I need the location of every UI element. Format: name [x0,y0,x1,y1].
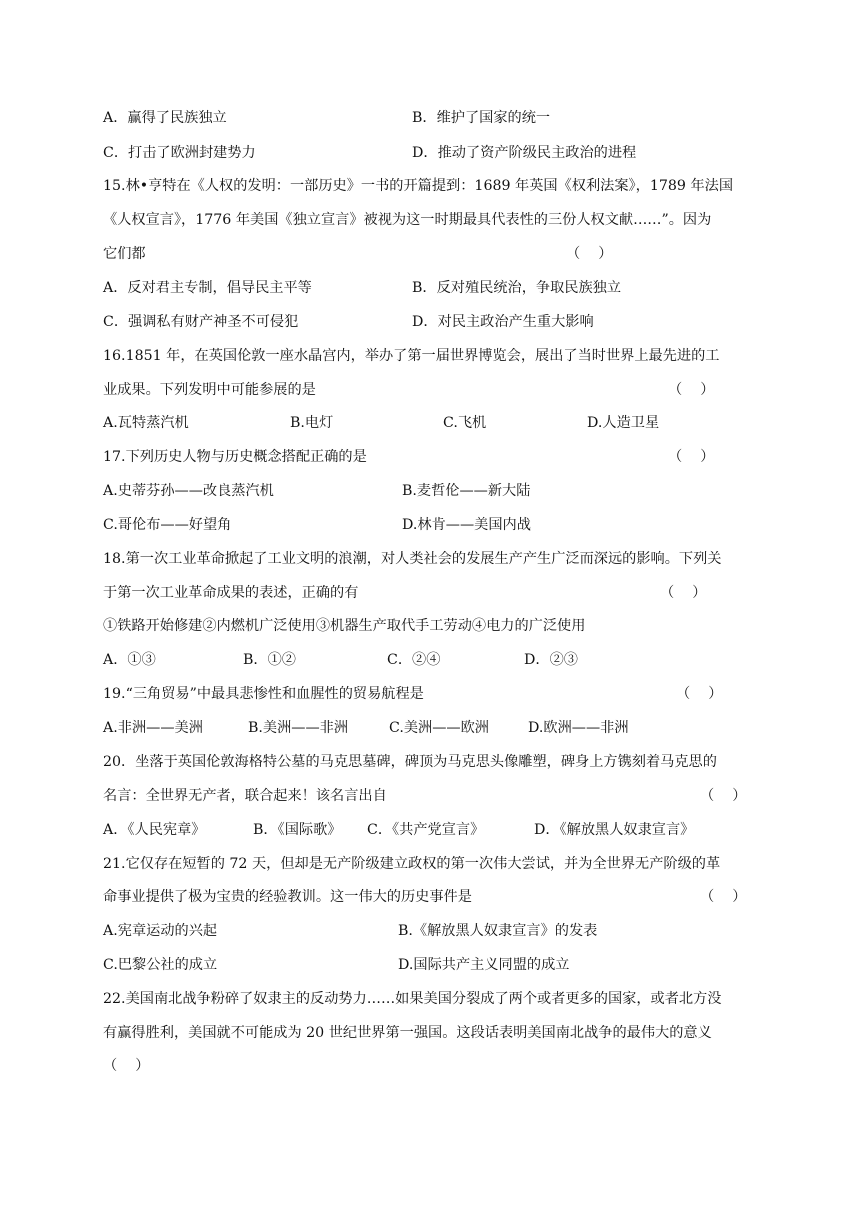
q16-answer-paren: （ ） [668,382,715,398]
q19-option-a: A.非洲——美洲 [103,720,203,736]
q16-option-c: C.飞机 [443,415,487,431]
q15-option-b: B．反对殖民统治，争取民族独立 [412,280,622,296]
q15-option-c: C．强调私有财产神圣不可侵犯 [103,314,299,330]
q18-stem-line1: 18.第一次工业革命掀起了工业文明的浪潮，对人类社会的发展生产产生广泛而深远的影响。下列关 [103,551,722,567]
q21-stem-line2: 命事业提供了极为宝贵的经验教训。这一伟大的历史事件是 [103,889,472,905]
q17-answer-paren: （ ） [668,449,715,465]
q21-option-a: A.宪章运动的兴起 [103,923,218,939]
q18-statements: ①铁路开始修建②内燃机广泛使用③机器生产取代手工劳动④电力的广泛使用 [103,618,586,634]
q18-stem-line2: 于第一次工业革命成果的表述，正确的有 [103,585,359,601]
q15-option-a: A．反对君主专制，倡导民主平等 [103,280,312,296]
q20-option-d: D．《解放黑人奴隶宣言》 [534,822,695,838]
q16-stem-line2: 业成果。下列发明中可能参展的是 [103,382,316,398]
q21-stem-line1: 21.它仅存在短暂的 72 天，但却是无产阶级建立政权的第一次伟大尝试，并为全世界无产阶级的革 [103,856,721,872]
q17-option-c: C.哥伦布——好望角 [103,517,232,533]
q20-answer-paren: （ ） [700,788,747,804]
q20-option-c: C．《共产党宣言》 [367,822,485,838]
q17-option-d: D.林肯——美国内战 [402,517,531,533]
q19-stem-line1: 19.“三角贸易”中最具悲惨性和血腥性的贸易航程是 [103,686,424,702]
q21-answer-paren: （ ） [700,889,747,905]
q14-option-b: B．维护了国家的统一 [412,110,551,126]
q15-stem-line1: 15.林•亨特在《人权的发明：一部历史》一书的开篇提到：1689 年英国《权利法案》，1789 年法国 [103,178,734,194]
q14-option-d: D．推动了资产阶级民主政治的进程 [412,145,637,161]
q19-option-d: D.欧洲——非洲 [528,720,629,736]
q20-option-a: A．《人民宪章》 [103,822,206,838]
q22-stem-line1: 22.美国南北战争粉碎了奴隶主的反动势力……如果美国分裂成了两个或者更多的国家，或者北方没 [103,991,722,1007]
q18-option-d: D．②③ [524,652,578,668]
q18-option-b: B．①② [243,652,296,668]
q17-stem-line1: 17.下列历史人物与历史概念搭配正确的是 [103,449,367,465]
q15-stem-line3: 它们都 [103,246,146,262]
q22-answer-paren: （ ） [103,1058,150,1074]
q20-stem-line1: 20．坐落于英国伦敦海格特公墓的马克思墓碑，碑顶为马克思头像雕塑，碑身上方镌刻着马克思的 [103,754,717,770]
q18-answer-paren: （ ） [660,585,707,601]
q21-option-b: B.《解放黑人奴隶宣言》的发表 [398,923,598,939]
q15-option-d: D．对民主政治产生重大影响 [412,314,594,330]
q19-option-c: C.美洲——欧洲 [389,720,489,736]
q14-option-a: A．赢得了民族独立 [103,110,227,126]
q14-option-c: C．打击了欧洲封建势力 [103,145,256,161]
q16-stem-line1: 16.1851 年，在英国伦敦一座水晶宫内，举办了第一届世界博览会，展出了当时世界上最先进的工 [103,348,720,364]
q19-option-b: B.美洲——非洲 [248,720,349,736]
q15-stem-line2: 《人权宣言》，1776 年美国《独立宣言》被视为这一时期最具代表性的三份人权文献……”。因为 [103,212,712,228]
q21-option-c: C.巴黎公社的成立 [103,957,218,973]
q20-stem-line2: 名言：全世界无产者，联合起来！该名言出自 [103,788,387,804]
q16-option-d: D.人造卫星 [587,415,660,431]
q19-answer-paren: （ ） [676,686,723,702]
q15-answer-paren: （ ） [566,246,613,262]
q18-option-a: A．①③ [103,652,156,668]
q16-option-b: B.电灯 [290,415,334,431]
q17-option-b: B.麦哲伦——新大陆 [402,483,531,499]
q16-option-a: A.瓦特蒸汽机 [103,415,189,431]
q22-stem-line2: 有赢得胜利，美国就不可能成为 20 世纪世界第一强国。这段话表明美国南北战争的最伟大的意义 [103,1025,712,1041]
q20-option-b: B．《国际歌》 [253,822,342,838]
q17-option-a: A.史蒂芬孙——改良蒸汽机 [103,483,274,499]
q18-option-c: C．②④ [387,652,441,668]
q21-option-d: D.国际共产主义同盟的成立 [398,957,570,973]
